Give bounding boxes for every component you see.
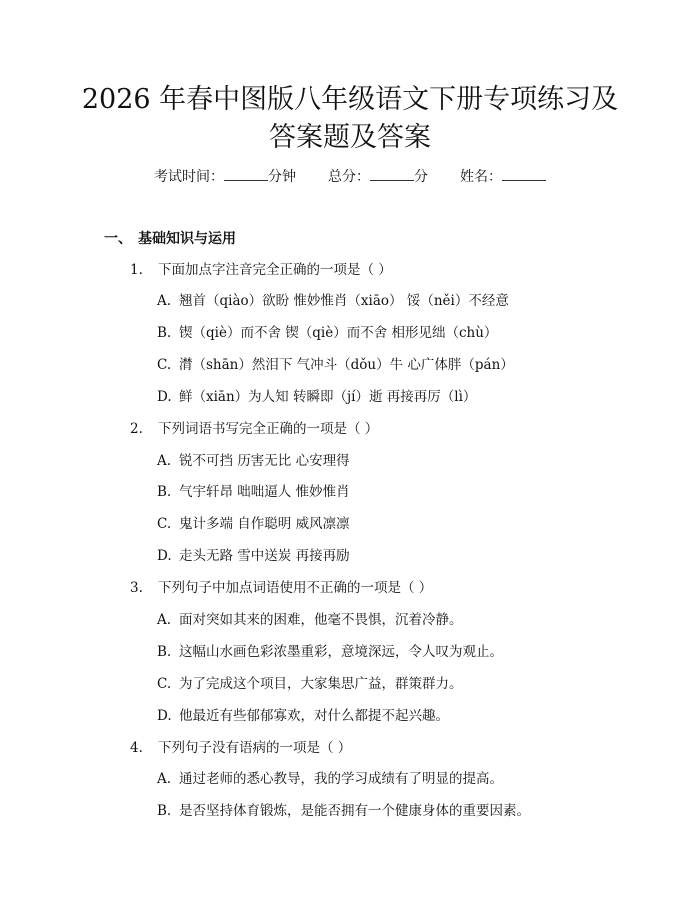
option-text: 面对突如其来的困难，他毫不畏惧，沉着冷静。 — [179, 612, 463, 628]
question-number: 2. — [130, 421, 143, 437]
question-4 — [130, 737, 351, 759]
option-letter: C. — [157, 676, 172, 692]
option-letter: B. — [157, 484, 172, 500]
exam-info-line — [0, 166, 700, 188]
question-stem: 下面加点字注音完全正确的一项是（ ） — [158, 262, 392, 278]
question-number: 1. — [130, 262, 143, 278]
option-text: 锲（qiè）而不舍 锲（qiè）而不舍 相形见绌（chù） — [179, 325, 498, 341]
option-text: 鲜（xiān）为人知 转瞬即（jí）逝 再接再厉（lì） — [179, 389, 477, 405]
option-letter: A. — [157, 293, 172, 309]
document-title-line-2: 答案题及答案 — [269, 122, 431, 153]
question-3-option-c — [157, 673, 463, 695]
option-text: 鬼计多端 自作聪明 威风凛凛 — [179, 516, 350, 532]
question-1-option-d — [157, 386, 476, 408]
question-3-option-d — [157, 705, 449, 727]
question-number: 4. — [130, 740, 143, 756]
name-label: 姓名： — [460, 169, 502, 185]
question-3-option-a — [157, 609, 463, 631]
question-1-option-b — [157, 322, 497, 344]
section-number: 一、 — [104, 231, 132, 247]
option-letter: D. — [157, 389, 172, 405]
question-number: 3. — [130, 580, 143, 596]
section-title: 基础知识与运用 — [138, 231, 236, 247]
option-letter: C. — [157, 357, 172, 373]
option-letter: D. — [157, 548, 172, 564]
option-text: 气宇轩昂 咄咄逼人 惟妙惟肖 — [179, 484, 350, 500]
time-blank — [224, 166, 268, 181]
question-2-option-d — [157, 545, 350, 567]
option-text: 走头无路 雪中送炭 再接再励 — [179, 548, 350, 564]
section-heading — [104, 228, 236, 250]
question-stem: 下列句子中加点词语使用不正确的一项是（ ） — [158, 580, 433, 596]
question-stem: 下列句子没有语病的一项是（ ） — [158, 740, 352, 756]
question-2 — [130, 418, 378, 440]
option-letter: B. — [157, 325, 172, 341]
question-1-option-a — [157, 290, 509, 312]
option-text: 通过老师的悉心教导，我的学习成绩有了明显的提高。 — [179, 771, 503, 787]
score-label: 总分： — [328, 169, 370, 185]
option-text: 翘首（qiào）欲盼 惟妙惟肖（xiāo） 馁（něi）不经意 — [179, 293, 509, 309]
score-unit: 分 — [414, 169, 428, 185]
question-2-option-a — [157, 450, 350, 472]
option-letter: C. — [157, 516, 172, 532]
option-text: 是否坚持体育锻炼，是能否拥有一个健康身体的重要因素。 — [179, 803, 530, 819]
time-unit: 分钟 — [268, 169, 296, 185]
option-text: 为了完成这个项目，大家集思广益，群策群力。 — [179, 676, 463, 692]
question-2-option-b — [157, 481, 350, 503]
option-letter: B. — [157, 803, 172, 819]
question-stem: 下列词语书写完全正确的一项是（ ） — [158, 421, 379, 437]
question-3 — [130, 577, 432, 599]
option-text: 他最近有些郁郁寡欢，对什么都提不起兴趣。 — [179, 708, 449, 724]
option-text: 锐不可挡 历害无比 心安理得 — [179, 453, 350, 469]
score-blank — [370, 166, 414, 181]
question-3-option-b — [157, 641, 503, 663]
time-label: 考试时间： — [154, 169, 224, 185]
question-4-option-a — [157, 768, 503, 790]
option-letter: A. — [157, 612, 172, 628]
question-1 — [130, 259, 392, 281]
question-2-option-c — [157, 513, 350, 535]
name-blank — [502, 166, 546, 181]
option-text: 这幅山水画色彩浓墨重彩，意境深远，令人叹为观止。 — [179, 644, 503, 660]
option-letter: D. — [157, 708, 172, 724]
option-letter: B. — [157, 644, 172, 660]
document-title-line-1: 2026 年春中图版八年级语文下册专项练习及 — [81, 84, 619, 115]
option-text: 潸（shān）然泪下 气冲斗（dǒu）牛 心广体胖（pán） — [179, 357, 514, 373]
question-4-option-b — [157, 800, 530, 822]
option-letter: A. — [157, 771, 172, 787]
option-letter: A. — [157, 453, 172, 469]
question-1-option-c — [157, 354, 514, 376]
